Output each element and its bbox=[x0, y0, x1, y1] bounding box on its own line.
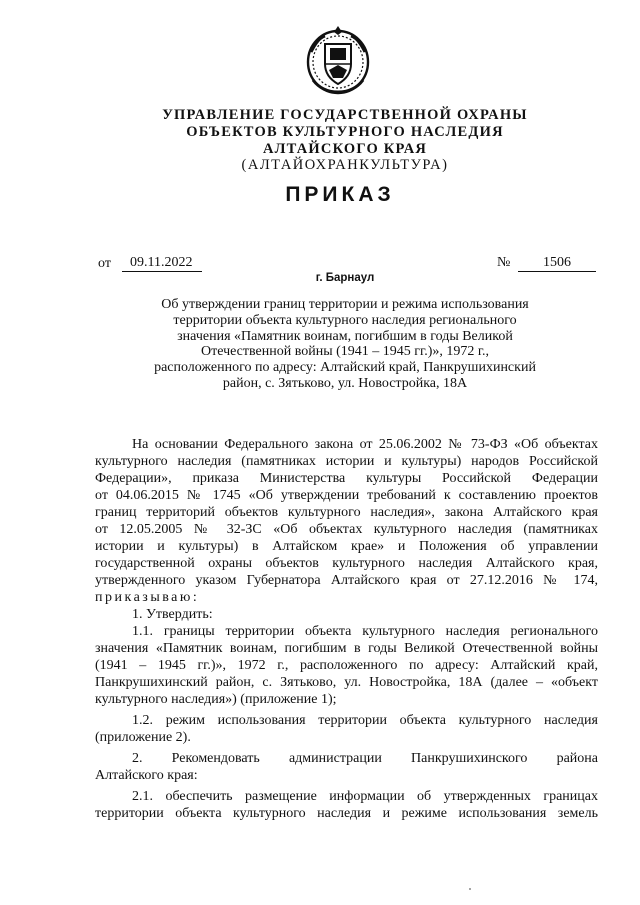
body-line: истории и культуры) в Алтайском крае» и Положения об управлении bbox=[95, 539, 598, 554]
city: г. Барнаул bbox=[315, 272, 375, 284]
agency-name-line-3: АЛТАЙСКОГО КРАЯ bbox=[262, 141, 428, 157]
agency-name-line-1: УПРАВЛЕНИЕ ГОСУДАРСТВЕННОЙ ОХРАНЫ bbox=[162, 107, 528, 123]
date-label: от bbox=[98, 256, 111, 271]
body-line: значения «Памятник воинам, погибшим в годы Великой Отечественной войны bbox=[95, 641, 598, 656]
body-line: от 04.06.2015 № 1745 «Об утверждении требований к составлению проектов bbox=[95, 488, 598, 503]
scan-artifact bbox=[469, 888, 471, 890]
body-line: 2. Рекомендовать администрации Панкрушихинского района bbox=[132, 751, 598, 766]
agency-short-name: (АЛТАЙОХРАНКУЛЬТУРА) bbox=[241, 157, 449, 173]
body-line: 2.1. обеспечить размещение информации об утвержденных границах bbox=[132, 789, 598, 804]
document-title: ПРИКАЗ bbox=[285, 183, 395, 206]
body-line: государственной охраны объектов культурного наследия Алтайского края, bbox=[95, 556, 598, 571]
body-line: Панкрушихинский район, с. Зятьково, ул. Новостройка, 18А (далее – «объект bbox=[95, 675, 598, 690]
body-line: 1.2. режим использования территории объекта культурного наследия bbox=[132, 713, 598, 728]
order-subject bbox=[0, 297, 640, 392]
body-line: границ территорий объектов культурного наследия», закона Алтайского края bbox=[95, 505, 598, 520]
body-line: утвержденного указом Губернатора Алтайского края от 27.12.2016 № 174, bbox=[95, 573, 598, 588]
order-number: 1506 bbox=[518, 255, 596, 272]
subject-line: территории объекта культурного наследия регионального bbox=[173, 312, 517, 328]
body-line: территории объекта культурного наследия и режиме использования земель bbox=[95, 806, 598, 821]
subject-line: район, с. Зятьково, ул. Новостройка, 18А bbox=[222, 375, 468, 391]
subject-line: Об утверждении границ территории и режима использования bbox=[161, 297, 529, 312]
altai-coat-of-arms-icon bbox=[303, 22, 373, 96]
order-date: 09.11.2022 bbox=[122, 255, 202, 272]
body-line: культурного наследия (памятниках истории и культуры) народов Российской bbox=[95, 454, 598, 469]
body-line: 1. Утвердить: bbox=[132, 607, 213, 622]
number-label: № bbox=[497, 255, 511, 270]
body-line: (1941 – 1945 гг.)», 1972 г., расположенного по адресу: Алтайский край, bbox=[95, 658, 598, 673]
body-line: культурного наследия») (приложение 1); bbox=[95, 692, 337, 707]
subject-line: расположенного по адресу: Алтайский край, Панкрушихинский bbox=[154, 360, 536, 376]
body-line: Алтайского края: bbox=[95, 768, 198, 783]
agency-name-line-2: ОБЪЕКТОВ КУЛЬТУРНОГО НАСЛЕДИЯ bbox=[186, 124, 504, 140]
body-line: 1.1. границы территории объекта культурного наследия регионального bbox=[132, 624, 598, 639]
subject-line: значения «Памятник воинам, погибшим в годы Великой bbox=[177, 328, 513, 344]
coat-of-arms bbox=[303, 22, 373, 96]
body-line: приказываю: bbox=[95, 590, 200, 605]
body-line: (приложение 2). bbox=[95, 730, 191, 745]
subject-line: Отечественной войны (1941 – 1945 гг.)», 1972 г., bbox=[200, 344, 490, 360]
body-line: Федерации», приказа Министерства культуры Российской Федерации bbox=[95, 471, 598, 486]
body-line: На основании Федерального закона от 25.06.2002 № 73-ФЗ «Об объектах bbox=[132, 437, 598, 452]
body-line: от 12.05.2005 № 32-ЗС «Об объектах культурного наследия (памятниках bbox=[95, 522, 598, 537]
